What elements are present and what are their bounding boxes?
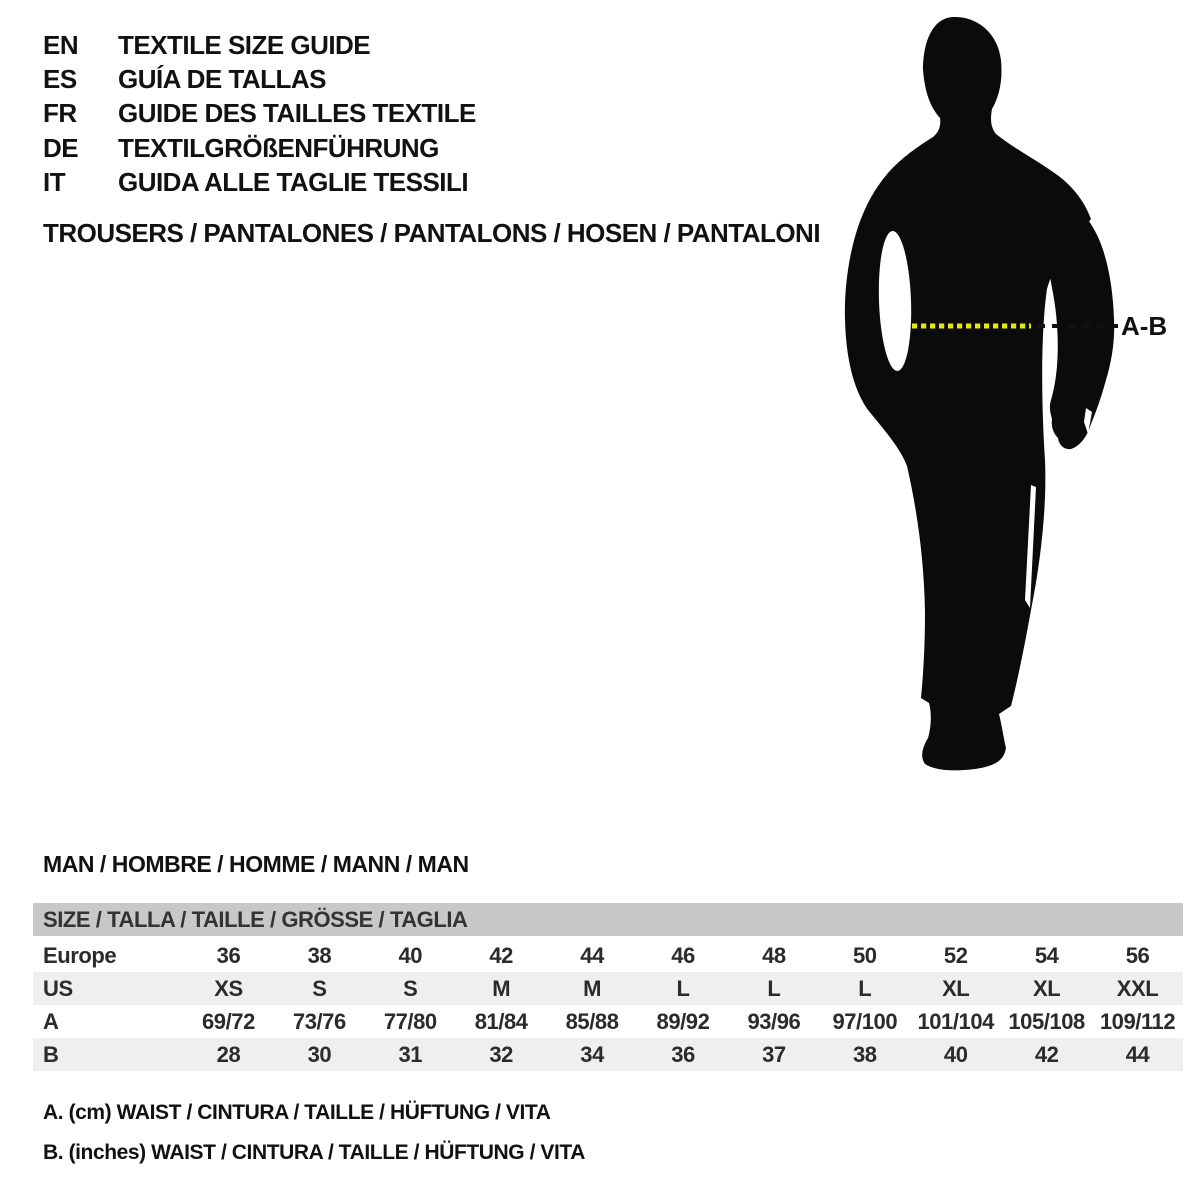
row-label: US — [43, 976, 73, 1001]
row-label: A — [43, 1009, 59, 1034]
table-cell: 36 — [216, 943, 241, 968]
list-item — [43, 62, 476, 96]
table-row-b — [33, 1038, 1183, 1071]
footnote-a: A. (cm) WAIST / CINTURA / TAILLE / HÜFTUNG / VITA — [43, 1101, 551, 1124]
row-label: B — [43, 1042, 59, 1067]
table-row-a — [33, 1005, 1183, 1038]
language-label: GUÍA DE TALLAS — [118, 63, 326, 94]
table-cell: 85/88 — [565, 1009, 619, 1034]
table-cell: 42 — [1034, 1042, 1059, 1067]
man-silhouette — [840, 10, 1180, 800]
table-cell: 77/80 — [383, 1009, 437, 1034]
language-label: TEXTILE SIZE GUIDE — [118, 29, 371, 60]
table-cell: 89/92 — [656, 1009, 710, 1034]
table-cell: 52 — [943, 943, 968, 968]
table-cell: 93/96 — [747, 1009, 801, 1034]
table-cell: S — [312, 976, 327, 1001]
table-cell: L — [858, 976, 872, 1001]
table-cell: 101/104 — [917, 1009, 994, 1034]
table-cell: 38 — [853, 1042, 877, 1067]
table-cell: 37 — [762, 1042, 786, 1067]
table-cell: 36 — [671, 1042, 695, 1067]
table-cell: 46 — [671, 943, 695, 968]
language-label: TEXTILGRÖßENFÜHRUNG — [118, 132, 439, 163]
table-cell: 34 — [580, 1042, 604, 1067]
table-header: SIZE / TALLA / TAILLE / GRÖSSE / TAGLIA — [33, 903, 1183, 939]
table-cell: 54 — [1034, 943, 1059, 968]
measure-label: A-B — [1121, 311, 1168, 341]
list-item — [43, 131, 476, 165]
table-cell: 81/84 — [474, 1009, 528, 1034]
table-cell: 69/72 — [202, 1009, 255, 1034]
row-label: Europe — [43, 943, 117, 968]
table-cell: 44 — [580, 943, 604, 968]
table-cell: 32 — [489, 1042, 513, 1067]
footnote-b: B. (inches) WAIST / CINTURA / TAILLE / HÜFTUNG / VITA — [43, 1141, 586, 1164]
table-cell: XL — [1032, 976, 1061, 1001]
table-cell: 97/100 — [832, 1009, 898, 1034]
table-cell: 109/112 — [1099, 1009, 1176, 1034]
size-table — [33, 903, 1183, 1071]
section-title: MAN / HOMBRE / HOMME / MANN / MAN — [43, 851, 469, 877]
language-code: ES — [43, 63, 77, 94]
silhouette-arm — [1040, 186, 1115, 449]
table-cell: 38 — [307, 943, 332, 968]
table-cell: 31 — [398, 1042, 423, 1067]
man-silhouette-graphic — [840, 10, 1180, 800]
table-cell: 56 — [1125, 943, 1150, 968]
table-cell: L — [767, 976, 781, 1001]
table-cell: 40 — [398, 943, 423, 968]
table-cell: 105/108 — [1008, 1009, 1085, 1034]
list-item — [43, 28, 476, 62]
language-code: IT — [43, 166, 66, 197]
table-row-us — [33, 972, 1183, 1005]
table-cell: XXL — [1116, 976, 1159, 1001]
table-cell: 30 — [307, 1042, 332, 1067]
language-label: GUIDA ALLE TAGLIE TESSILI — [118, 166, 469, 197]
language-code: EN — [43, 29, 79, 60]
table-cell: M — [583, 976, 602, 1001]
table-cell: 42 — [489, 943, 513, 968]
language-list — [43, 28, 476, 199]
list-item — [43, 97, 476, 131]
table-cell: XL — [942, 976, 970, 1001]
language-code: DE — [43, 132, 79, 163]
table-cell: L — [676, 976, 690, 1001]
table-cell: 50 — [853, 943, 877, 968]
table-cell: 73/76 — [292, 1009, 346, 1034]
list-item — [43, 165, 476, 199]
category-title: TROUSERS / PANTALONES / PANTALONS / HOSEN / PANTALONI — [43, 218, 821, 248]
language-code: FR — [43, 98, 77, 129]
table-cell: M — [492, 976, 511, 1001]
language-label: GUIDE DES TAILLES TEXTILE — [118, 98, 476, 129]
table-cell: 40 — [943, 1042, 968, 1067]
table-cell: 48 — [762, 943, 786, 968]
table-row-europe — [33, 939, 1183, 972]
table-cell: 44 — [1125, 1042, 1150, 1067]
table-cell: 28 — [216, 1042, 241, 1067]
table-cell: XS — [214, 976, 243, 1001]
table-cell: S — [403, 976, 418, 1001]
